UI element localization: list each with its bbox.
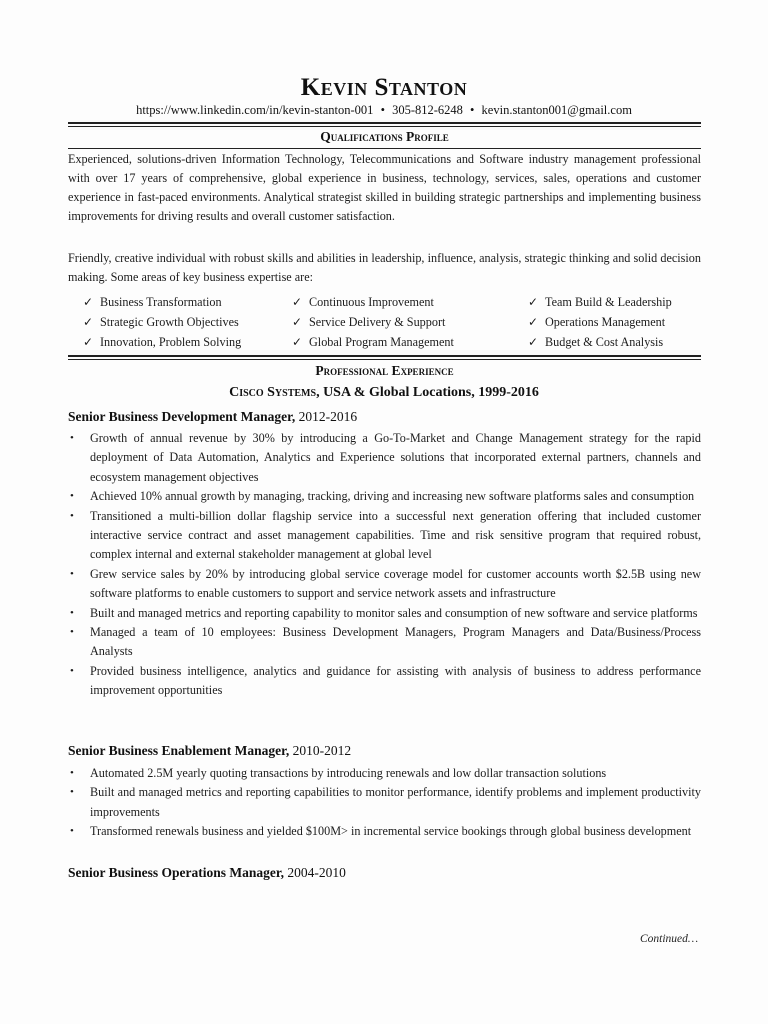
list-item: • Built and managed metrics and reporting capability to monitor sales and consumption of new software and service platforms bbox=[68, 604, 701, 623]
check-icon: ✓ bbox=[83, 295, 94, 309]
list-item: • Built and managed metrics and reporting capabilities to monitor performance, identify problems and implement productivity improvements bbox=[70, 785, 701, 819]
skill-item: ✓ Innovation, Problem Solving bbox=[83, 333, 241, 352]
role-dates: 2004-2010 bbox=[284, 865, 346, 880]
divider bbox=[68, 122, 701, 124]
skill-item: ✓ Operations Management bbox=[528, 313, 665, 332]
bullet-icon: • bbox=[70, 509, 74, 522]
contact-line bbox=[0, 103, 768, 118]
email-link[interactable]: kevin.stanton001@gmail.com bbox=[481, 103, 632, 117]
company-name: Cisco Systems bbox=[229, 385, 317, 400]
bullet-icon: • bbox=[70, 767, 74, 779]
skill-item: ✓ Team Build & Leadership bbox=[528, 293, 672, 312]
role-bullets bbox=[68, 764, 701, 842]
role-heading bbox=[68, 865, 346, 881]
list-item: • Grew service sales by 20% by introducing global service coverage model for customer accounts worth $2.5B using new software platforms to enable customers to support and service network assets and infrastructure bbox=[70, 566, 701, 601]
qualifications-intro: Friendly, creative individual with robust skills and abilities in leadership, influence, analysis, strategic thinking and solid decision making. Some areas of key business expertise are: bbox=[68, 251, 701, 284]
company-heading bbox=[0, 385, 768, 401]
bullet-icon: • bbox=[70, 664, 74, 677]
bullet-icon: • bbox=[70, 606, 74, 619]
bullet-icon: • bbox=[70, 567, 74, 580]
check-icon: ✓ bbox=[83, 335, 94, 349]
role-dates: 2010-2012 bbox=[289, 743, 352, 758]
role-title: Senior Business Development Manager, bbox=[68, 409, 296, 424]
continued-note: Continued… bbox=[640, 933, 699, 945]
skill-item: ✓ Business Transformation bbox=[83, 293, 222, 312]
list-item: • Provided business intelligence, analytics and guidance for assisting with analysis of business to address performance improvement opportunities bbox=[70, 663, 701, 698]
role-heading bbox=[68, 409, 357, 425]
skill-item: ✓ Continuous Improvement bbox=[292, 293, 434, 312]
check-icon: ✓ bbox=[292, 335, 303, 349]
qualifications-summary: Experienced, solutions-driven Information Technology, Telecommunications and Software industry management professional with over 17 years of comprehensive, global experience in business, technology, services, sales, operations and customer experience in fast-paced environments. Analytical strategist skilled in building strategic partnerships and implementing business improvements for driving results and overall customer satisfaction. bbox=[68, 152, 701, 223]
list-item: • Growth of annual revenue by 30% by introducing a Go-To-Market and Change Management strategy for the rapid deployment of Data Automation, Analytics and Experience solutions that incorporated external partners, channels and ecosystem management objectives bbox=[70, 431, 701, 484]
role-dates: 2012-2016 bbox=[295, 409, 358, 424]
role-heading bbox=[68, 743, 351, 759]
bullet-icon: • bbox=[70, 490, 74, 503]
phone-number: 305-812-6248 bbox=[392, 103, 463, 117]
skill-item: ✓ Budget & Cost Analysis bbox=[528, 333, 663, 352]
check-icon: ✓ bbox=[528, 335, 539, 349]
divider bbox=[68, 126, 701, 127]
bullet-icon: • bbox=[70, 432, 74, 444]
list-item: • Automated 2.5M yearly quoting transactions by introducing renewals and low dollar transaction solutions bbox=[68, 764, 701, 783]
candidate-name: Kevin Stanton bbox=[300, 74, 468, 101]
skill-item: ✓ Strategic Growth Objectives bbox=[83, 313, 239, 332]
divider bbox=[68, 359, 701, 360]
list-item: • Managed a team of 10 employees: Business Development Managers, Program Managers and Data/Business/Process Analysts bbox=[70, 625, 701, 659]
check-icon: ✓ bbox=[292, 315, 303, 329]
section-title-experience: Professional Experience bbox=[315, 363, 454, 378]
contact-separator: • bbox=[470, 103, 475, 117]
bullet-icon: • bbox=[70, 825, 74, 838]
check-icon: ✓ bbox=[528, 315, 539, 329]
divider bbox=[68, 148, 701, 149]
check-icon: ✓ bbox=[528, 295, 539, 309]
role-bullets bbox=[68, 429, 701, 701]
section-title-qualifications: Qualifications Profile bbox=[320, 129, 449, 144]
divider bbox=[68, 355, 701, 357]
skills-grid bbox=[68, 293, 701, 353]
skill-item: ✓ Service Delivery & Support bbox=[292, 313, 445, 332]
check-icon: ✓ bbox=[292, 295, 303, 309]
linkedin-link[interactable]: https://www.linkedin.com/in/kevin-stanton-001 bbox=[136, 103, 374, 117]
list-item: • Transitioned a multi-billion dollar flagship service into a successful next generation offering that included customer interactive service contract and asset management capabilities. Time and risk sensitive program that required robust, complex internal and external stakeholder management at global level bbox=[70, 508, 701, 562]
bullet-icon: • bbox=[70, 626, 74, 639]
skill-item: ✓ Global Program Management bbox=[292, 333, 454, 352]
check-icon: ✓ bbox=[83, 315, 94, 329]
list-item: • Achieved 10% annual growth by managing, tracking, driving and increasing new software platforms sales and consumption bbox=[68, 487, 701, 506]
role-title: Senior Business Enablement Manager, bbox=[68, 743, 290, 758]
bullet-icon: • bbox=[70, 786, 74, 799]
company-details: , USA & Global Locations, 1999-2016 bbox=[316, 385, 539, 400]
contact-separator: • bbox=[380, 103, 385, 117]
list-item: • Transformed renewals business and yielded $100M> in incremental service bookings through global business development bbox=[68, 822, 701, 841]
role-title: Senior Business Operations Manager, bbox=[68, 865, 285, 880]
